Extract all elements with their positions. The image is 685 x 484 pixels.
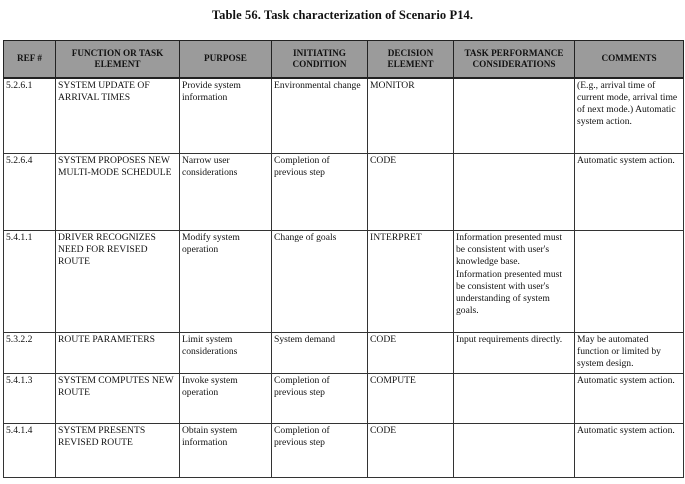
table-row — [4, 78, 684, 154]
decision-cell: CODE — [368, 154, 454, 231]
column-header-initiating-condition: INITIATING CONDITION — [272, 41, 368, 78]
decision-cell: INTERPRET — [368, 231, 454, 333]
column-header-decision-element: DECISION ELEMENT — [368, 41, 454, 78]
performance-text: Information presented must be consistent with user's knowledge base. — [456, 232, 563, 268]
column-header-task-performance: TASK PERFORMANCE CONSIDERATIONS — [454, 41, 575, 78]
ref-cell: 5.2.6.1 — [4, 78, 56, 154]
ref-cell: 5.4.1.4 — [4, 424, 56, 478]
table-row — [4, 333, 684, 374]
column-header-purpose: PURPOSE — [180, 41, 272, 78]
purpose-cell: Invoke system operation — [180, 374, 272, 424]
column-header-function: FUNCTION OR TASK ELEMENT — [56, 41, 180, 78]
ref-cell: 5.3.2.2 — [4, 333, 56, 374]
decision-cell: CODE — [368, 424, 454, 478]
column-header-comments: COMMENTS — [575, 41, 684, 78]
comments-cell: Automatic system action. — [575, 154, 684, 231]
performance-cell — [454, 78, 575, 154]
condition-cell: Change of goals — [272, 231, 368, 333]
purpose-cell: Narrow user considerations — [180, 154, 272, 231]
comments-cell: May be automated function or limited by system design. — [575, 333, 684, 374]
table-row — [4, 231, 684, 333]
condition-cell: Environmental change — [272, 78, 368, 154]
table-row — [4, 154, 684, 231]
column-header-ref: REF # — [4, 41, 56, 78]
performance-text: Input requirements directly. — [456, 334, 563, 345]
condition-cell: Completion of previous step — [272, 424, 368, 478]
purpose-cell: Modify system operation — [180, 231, 272, 333]
table-header-row — [4, 41, 684, 78]
function-cell: SYSTEM UPDATE OF ARRIVAL TIMES — [56, 78, 180, 154]
purpose-cell: Obtain system information — [180, 424, 272, 478]
table-row — [4, 424, 684, 478]
function-cell: ROUTE PARAMETERS — [56, 333, 180, 374]
function-cell: DRIVER RECOGNIZES NEED FOR REVISED ROUTE — [56, 231, 180, 333]
ref-cell: 5.2.6.4 — [4, 154, 56, 231]
performance-cell — [454, 374, 575, 424]
ref-cell: 5.4.1.3 — [4, 374, 56, 424]
task-characterization-table — [3, 40, 684, 478]
comments-cell — [575, 231, 684, 333]
performance-cell — [454, 424, 575, 478]
condition-cell: Completion of previous step — [272, 154, 368, 231]
performance-cell — [454, 154, 575, 231]
comments-cell: Automatic system action. — [575, 424, 684, 478]
comments-cell: Automatic system action. — [575, 374, 684, 424]
table-title: Table 56. Task characterization of Scenario P14. — [211, 8, 474, 22]
decision-cell: MONITOR — [368, 78, 454, 154]
function-cell: SYSTEM PROPOSES NEW MULTI-MODE SCHEDULE — [56, 154, 180, 231]
function-cell: SYSTEM COMPUTES NEW ROUTE — [56, 374, 180, 424]
decision-cell: COMPUTE — [368, 374, 454, 424]
condition-cell: Completion of previous step — [272, 374, 368, 424]
performance-cell — [454, 231, 575, 333]
ref-cell: 5.4.1.1 — [4, 231, 56, 333]
purpose-cell: Limit system considerations — [180, 333, 272, 374]
decision-cell: CODE — [368, 333, 454, 374]
performance-text: Information presented must be consistent with user's understanding of system goals. — [456, 268, 563, 317]
performance-cell — [454, 333, 575, 374]
comments-cell: (E.g., arrival time of current mode, arrival time of next mode.) Automatic system action. — [575, 78, 684, 154]
function-cell: SYSTEM PRESENTS REVISED ROUTE — [56, 424, 180, 478]
purpose-cell: Provide system information — [180, 78, 272, 154]
table-row — [4, 374, 684, 424]
condition-cell: System demand — [272, 333, 368, 374]
